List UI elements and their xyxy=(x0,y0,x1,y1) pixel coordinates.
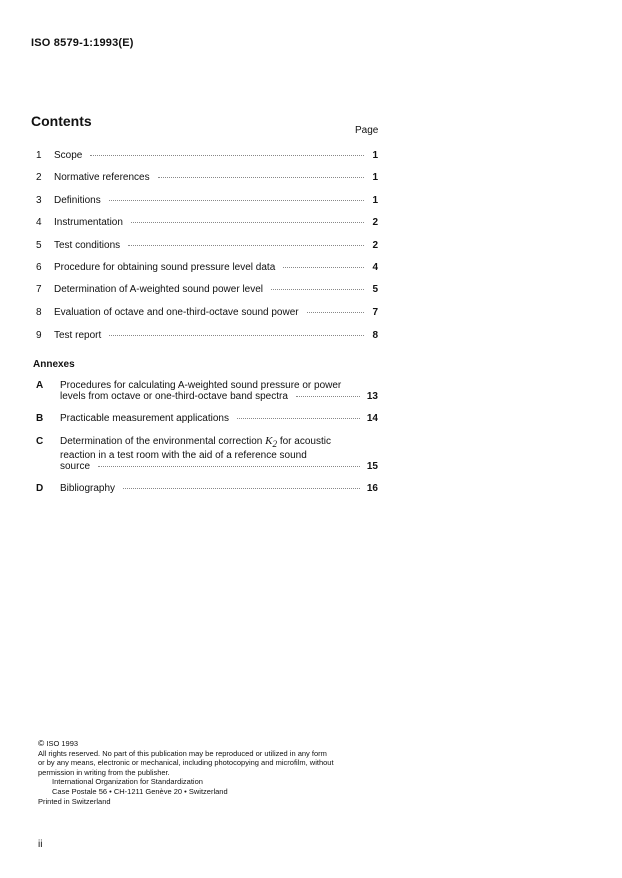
dot-leader xyxy=(90,155,364,156)
annex-title-line: Practicable measurement applications xyxy=(60,413,229,424)
dot-leader xyxy=(307,312,364,313)
toc-page: 2 xyxy=(372,240,378,251)
toc-title: Determination of A-weighted sound power level xyxy=(54,284,264,295)
toc-number: 2 xyxy=(36,172,42,183)
annex-page: 15 xyxy=(366,461,378,473)
toc-number: 7 xyxy=(36,284,42,295)
dot-leader xyxy=(123,488,360,489)
organization-address: Case Postale 56 • CH-1211 Genève 20 • Switzerland xyxy=(52,786,228,796)
annex-title-line: Determination of the environmental correction $K_2$ for acoustic xyxy=(60,435,331,450)
toc-page: 2 xyxy=(372,217,378,228)
annex-letter: A xyxy=(36,380,44,391)
rights-statement: permission in writing from the publisher. xyxy=(38,767,170,777)
toc-title: Procedure for obtaining sound pressure level data xyxy=(54,262,276,273)
rights-statement: All rights reserved. No part of this publication may be reproduced or utilized in any form xyxy=(38,748,327,758)
toc-page: 7 xyxy=(372,307,378,318)
dot-leader xyxy=(158,177,364,178)
dot-leader xyxy=(98,466,360,467)
dot-leader xyxy=(283,267,364,268)
toc-page: 8 xyxy=(372,330,378,341)
toc-number: 9 xyxy=(36,330,42,341)
dot-leader xyxy=(131,222,364,223)
annexes-title: Annexes xyxy=(33,359,75,370)
annex-title-line: Bibliography xyxy=(60,483,116,494)
toc-title: Test conditions xyxy=(54,240,121,251)
toc-page: 4 xyxy=(372,262,378,273)
annex-letter: D xyxy=(36,483,44,494)
toc-page: 5 xyxy=(372,284,378,295)
annex-title-line: reaction in a test room with the aid of a reference sound xyxy=(60,450,307,462)
toc-page: 1 xyxy=(372,150,378,161)
copyright-year-line: © ISO 1993 xyxy=(38,738,79,748)
toc-title: Definitions xyxy=(54,195,101,206)
printed-in: Printed in Switzerland xyxy=(38,797,111,806)
copyright-symbol: © xyxy=(38,738,45,748)
k2-symbol: $K_2$ xyxy=(265,435,278,450)
dot-leader xyxy=(109,200,364,201)
toc-title: Test report xyxy=(54,330,102,341)
toc-title: Instrumentation xyxy=(54,217,123,228)
dot-leader xyxy=(296,396,360,397)
annex-letter: C xyxy=(36,436,44,447)
toc-number: 8 xyxy=(36,307,42,318)
document-id: ISO 8579-1:1993(E) xyxy=(31,37,134,49)
annex-title-line: source xyxy=(60,461,91,473)
toc-page: 1 xyxy=(372,195,378,206)
annex-letter: B xyxy=(36,413,44,424)
toc-title: Normative references xyxy=(54,172,150,183)
organization-name: International Organization for Standardization xyxy=(52,777,203,786)
toc-title: Scope xyxy=(54,150,83,161)
page-number: ii xyxy=(38,839,43,850)
annex-title-line: levels from octave or one-third-octave band spectra xyxy=(60,391,288,402)
contents-title: Contents xyxy=(31,113,92,129)
annex-page: 16 xyxy=(366,483,378,494)
annex-page: 13 xyxy=(366,391,378,402)
toc-number: 4 xyxy=(36,217,42,228)
toc-title: Evaluation of octave and one-third-octave sound power xyxy=(54,307,299,318)
copyright-notice xyxy=(38,739,388,796)
page-column-label: Page xyxy=(355,125,379,136)
toc-number: 5 xyxy=(36,240,42,251)
rights-statement: or by any means, electronic or mechanical, including photocopying and microfilm, without xyxy=(38,758,334,767)
toc-page: 1 xyxy=(372,172,378,183)
dot-leader xyxy=(128,245,364,246)
toc-number: 6 xyxy=(36,262,42,273)
dot-leader xyxy=(271,289,364,290)
dot-leader xyxy=(237,418,360,419)
dot-leader xyxy=(109,335,364,336)
toc-number: 1 xyxy=(36,150,42,161)
toc-number: 3 xyxy=(36,195,42,206)
annex-page: 14 xyxy=(366,413,378,424)
annex-title-line: Procedures for calculating A-weighted sound pressure or power xyxy=(60,380,342,391)
